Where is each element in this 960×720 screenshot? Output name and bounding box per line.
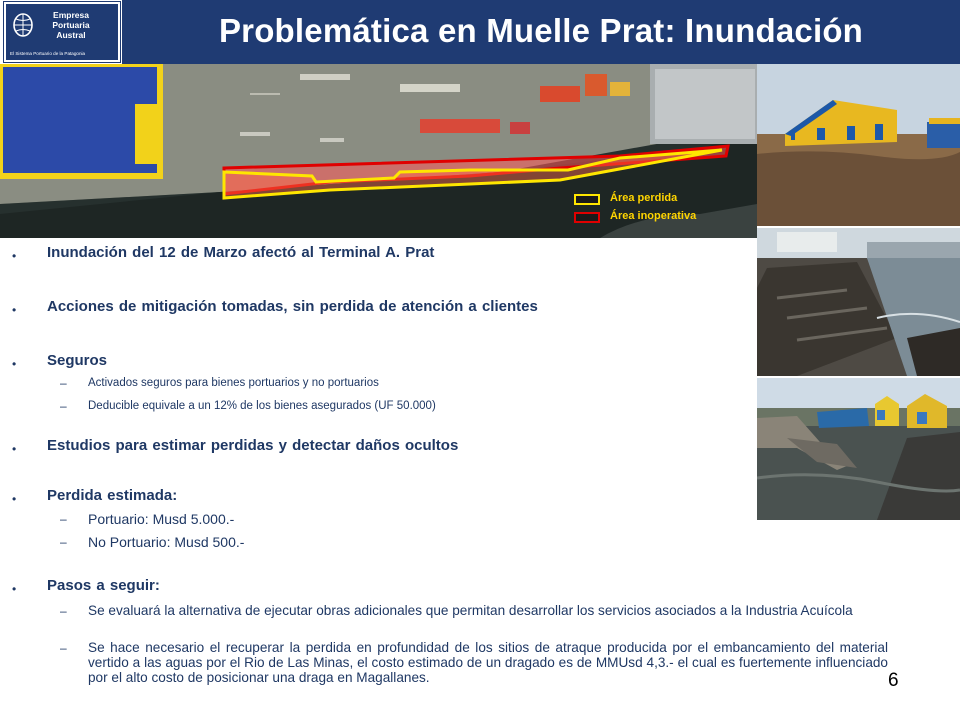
logo-line-3: Austral: [56, 30, 86, 40]
bullet-marker: •: [12, 249, 17, 263]
bullet-marker: •: [12, 303, 17, 317]
slide-title: Problemática en Muelle Prat: Inundación: [218, 12, 864, 49]
sub-dash: –: [60, 535, 67, 549]
bullet-perdida: Perdida estimada:: [47, 487, 178, 504]
logo-line-1: Empresa: [53, 10, 89, 20]
legend-label: Área inoperativa: [610, 210, 697, 222]
slide-header: [0, 0, 960, 64]
sub-dash: –: [60, 399, 67, 413]
sub-pasos-1: Se evaluará la alternativa de ejecutar obras adicionales que permitan desarrollar los servicios asociados a la Industria Acuícola: [88, 603, 853, 618]
bullet-acciones: Acciones de mitigación tomadas, sin perdida de atención a clientes: [47, 298, 538, 315]
legend-label: Área perdida: [610, 192, 678, 204]
company-logo: [4, 2, 120, 62]
logo-line-2: Portuaria: [52, 20, 90, 30]
bullet-estudios: Estudios para estimar perdidas y detectar daños ocultos: [47, 437, 459, 454]
sub-perdida-2: No Portuario: Musd 500.-: [88, 534, 245, 550]
flooded-warehouse-photo: [757, 64, 960, 226]
globe-emblem-icon: [12, 12, 34, 38]
bullet-marker: •: [12, 442, 17, 456]
sub-dash: –: [60, 604, 67, 618]
sub-dash: –: [60, 512, 67, 526]
page-number: 6: [888, 670, 899, 691]
aerial-port-image: [0, 64, 757, 238]
bullet-marker: •: [12, 582, 17, 596]
legend-swatch-yellow: [574, 194, 600, 205]
bullet-pasos: Pasos a seguir:: [47, 577, 160, 594]
bullet-marker: •: [12, 357, 17, 371]
sub-seguros-1: Activados seguros para bienes portuarios y no portuarios: [88, 377, 379, 389]
sub-pasos-2: Se hace necesario el recuperar la perdida en profundidad de los sitios de atraque producida por el embancamiento del material vertido a las aguas por el Rio de Las Minas, el costo estimado de un dragado es de MMUsd 4,3.- el cual es fuertemente influenciado por el alto costo de posicionar una draga en Magallanes.: [88, 640, 888, 685]
legend-swatch-red: [574, 212, 600, 223]
bullet-inundacion: Inundación del 12 de Marzo afectó al Terminal A. Prat: [47, 244, 435, 261]
sub-perdida-1: Portuario: Musd 5.000.-: [88, 511, 235, 527]
sub-dash: –: [60, 641, 67, 655]
slide-content: [0, 238, 960, 720]
sub-seguros-2: Deducible equivale a un 12% de los bienes asegurados (UF 50.000): [88, 400, 436, 412]
logo-subtitle: El Sistema Portuario de la Patagonia: [10, 51, 86, 56]
flooded-warehouse-drawing: [757, 64, 960, 226]
sub-dash: –: [60, 376, 67, 390]
bullet-seguros: Seguros: [47, 352, 108, 369]
bullet-marker: •: [12, 492, 17, 506]
